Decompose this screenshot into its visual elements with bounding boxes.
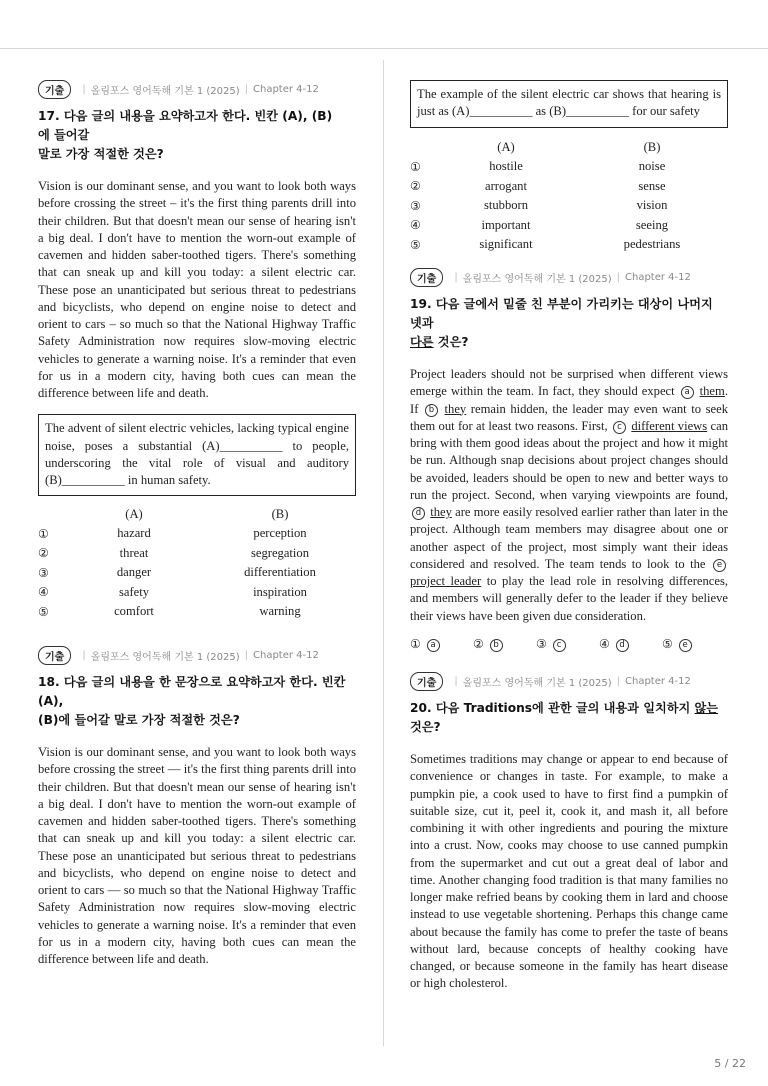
underlined-d: they xyxy=(430,505,452,519)
tag-badge: 기출 xyxy=(38,646,71,665)
header-rule xyxy=(0,48,768,49)
answer-choice[interactable]: ④ d xyxy=(599,637,662,652)
source-line: 기출 | 올림포스 영어독해 기본 1 (2025) | Chapter 4-12 xyxy=(38,80,356,99)
passage: Project leaders should not be surprised when different views emerge within the team. In fact, they should expect a them. If b they remain hidden, the leader may even want to seek them out for at least two reasons. First, c different views can bring with them good ideas about the project and how it might be run. Although snap decisions about project changes should be avoided, leaders should be open to new and better ways to run the project. Second, when varying viewpoints are found, d they are more easily resolved earlier rather than later in the project. Although team members may disagree about one or another aspect of the project, most simply want their ideas considered and resolved. The team tends to look to the e project leader to play the lead role in resolving differences, and members will generally defer to the leader if they believe their views have been given due consideration. xyxy=(410,367,729,623)
answer-choice[interactable]: ② b xyxy=(473,637,536,652)
options-table xyxy=(38,504,356,621)
source-line: 기출 | 올림포스 영어독해 기본 1 (2025) | Chapter 4-12 xyxy=(38,646,356,665)
option-row[interactable]: ② threat segregation xyxy=(38,545,310,560)
header-a: (A) xyxy=(125,506,143,521)
marker-e-icon: e xyxy=(713,559,726,572)
source-line: 기출 | 올림포스 영어독해 기본 1 (2025) | Chapter 4-12 xyxy=(410,672,728,691)
answer-choices xyxy=(410,637,728,652)
marker-d-icon: d xyxy=(412,507,425,520)
option-row[interactable]: ③ danger differentiation xyxy=(38,565,316,580)
header-a: (A) xyxy=(497,139,515,154)
source-text: 올림포스 영어독해 기본 1 (2025) xyxy=(90,86,240,97)
question-20 xyxy=(410,672,728,993)
option-row[interactable]: ② arrogant sense xyxy=(410,178,666,194)
question-title: 20. 다음 Traditions에 관한 글의 내용과 일치하지 않는 것은? xyxy=(410,701,719,734)
header-b: (B) xyxy=(271,506,289,521)
header-b: (B) xyxy=(643,139,661,154)
chapter-text: Chapter 4-12 xyxy=(625,272,691,283)
tag-badge: 기출 xyxy=(410,672,443,691)
source-text: 올림포스 영어독해 기본 1 (2025) xyxy=(462,274,612,285)
question-18-continued xyxy=(410,80,728,255)
summary-box: The advent of silent electric vehicles, lacking typical engine noise, poses a substantial (A)__________ to people, underscoring the vital role of visual and auditory (B)__________ in human safety. xyxy=(38,414,356,496)
option-row[interactable]: ① hostile noise xyxy=(410,159,666,174)
option-row[interactable]: ③ stubborn vision xyxy=(410,198,668,213)
question-17 xyxy=(38,80,356,621)
marker-c-icon: c xyxy=(613,421,626,434)
chapter-text: Chapter 4-12 xyxy=(253,84,319,95)
source-line: 기출 | 올림포스 영어독해 기본 1 (2025) | Chapter 4-12 xyxy=(410,268,728,287)
passage: Vision is our dominant sense, and you want to look both ways before crossing the street — it's the first thing parents drill into their children. But that doesn't mean our sense of hearing isn't a big deal. I don't have to mention the worn-out example of cavemen and hidden saber-toothed tigers. There's something that can sneak up and kill you today: a silent electric car. These pose an unanticipated but serious threat to pedestrians and bicyclists, who depend on engine noise to detect and orient to cars — so much so that the National Highway Traffic Safety Administration now requires slow-moving electric vehicles to generate a warning noise. It's a reminder that even for us in a modern city, having both cues can mean the difference between life and death. xyxy=(38,745,356,966)
chapter-text: Chapter 4-12 xyxy=(625,676,691,687)
underlined-e: project leader xyxy=(410,574,482,588)
question-title: 17. 다음 글의 내용을 요약하고자 한다. 빈칸 (A), (B)에 들어갈 말로 가장 적절한 것은? xyxy=(38,109,333,161)
question-19 xyxy=(410,268,728,652)
summary-box: The example of the silent electric car shows that hearing is just as (A)__________ as (B)__________ for our safety xyxy=(410,80,728,128)
passage: Vision is our dominant sense, and you want to look both ways before crossing the street – it's the first thing parents drill into their children. But that doesn't mean our sense of hearing isn't a big deal. I don't have to mention the worn-out example of cavemen and hidden saber-toothed tigers. There's something that can sneak up and kill you today: a silent electric car. These pose an unanticipated but serious threat to pedestrians and bicyclists, who depend on engine noise to detect and orient to cars – so much so that the National Highway Traffic Safety Administration now requires slow-moving electric vehicles to generate a warning noise. It's a reminder that even for us in a modern city, having both cues can mean the difference between life and death. xyxy=(38,179,356,400)
option-row[interactable]: ④ important seeing xyxy=(410,217,669,233)
tag-badge: 기출 xyxy=(38,80,71,99)
tag-badge: 기출 xyxy=(410,268,443,287)
question-18 xyxy=(38,646,356,968)
answer-choice[interactable]: ① a xyxy=(410,637,473,652)
marker-a-icon: a xyxy=(681,386,694,399)
source-text: 올림포스 영어독해 기본 1 (2025) xyxy=(462,678,612,689)
passage: Sometimes traditions may change or appear to end because of convenience or changes in taste. For example, to make a pumpkin pie, a cook used to have to first find a pumpkin of suitable size, cut it, peel it, cook it, and mash it, all before combining it with other ingredients and pouring the mixture into a crust. Now, cooks may choose to use canned pumpkin from the supermarket and cut out a great deal of labor and time. Another changing food tradition is that many families no longer make refried beans by cooking them in lard and choose instead to use vegetable shortening. Perhaps this change came about because the family has come to prefer the taste of beans without lard, because concepts of healthy cooking have changed, or because someone in the family has heart disease or high cholesterol. xyxy=(410,752,728,991)
source-text: 올림포스 영어독해 기본 1 (2025) xyxy=(90,652,240,663)
option-row[interactable]: ④ safety inspiration xyxy=(38,584,307,599)
chapter-text: Chapter 4-12 xyxy=(253,650,319,661)
page-number: 5 / 22 xyxy=(714,1057,746,1070)
answer-choice[interactable]: ③ c xyxy=(536,637,599,652)
underlined-c: different views xyxy=(631,418,708,433)
underlined-a: them xyxy=(699,384,725,399)
question-title: 19. 다음 글에서 밑줄 친 부분이 가리키는 대상이 나머지 넷과 다른 것은? xyxy=(410,297,713,349)
option-row[interactable]: ⑤ comfort warning xyxy=(38,604,301,619)
option-row[interactable]: ⑤ significant pedestrians xyxy=(410,237,681,252)
underlined-b: they xyxy=(444,401,467,416)
column-divider xyxy=(383,60,384,1046)
marker-b-icon: b xyxy=(425,404,438,417)
answer-choice[interactable]: ⑤ e xyxy=(662,637,725,652)
options-table xyxy=(410,138,728,255)
question-title: 18. 다음 글의 내용을 한 문장으로 요약하고자 한다. 빈칸 (A), (B)에 들어갈 말로 가장 적절한 것은? xyxy=(38,675,346,727)
option-row[interactable]: ① hazard perception xyxy=(38,526,307,541)
